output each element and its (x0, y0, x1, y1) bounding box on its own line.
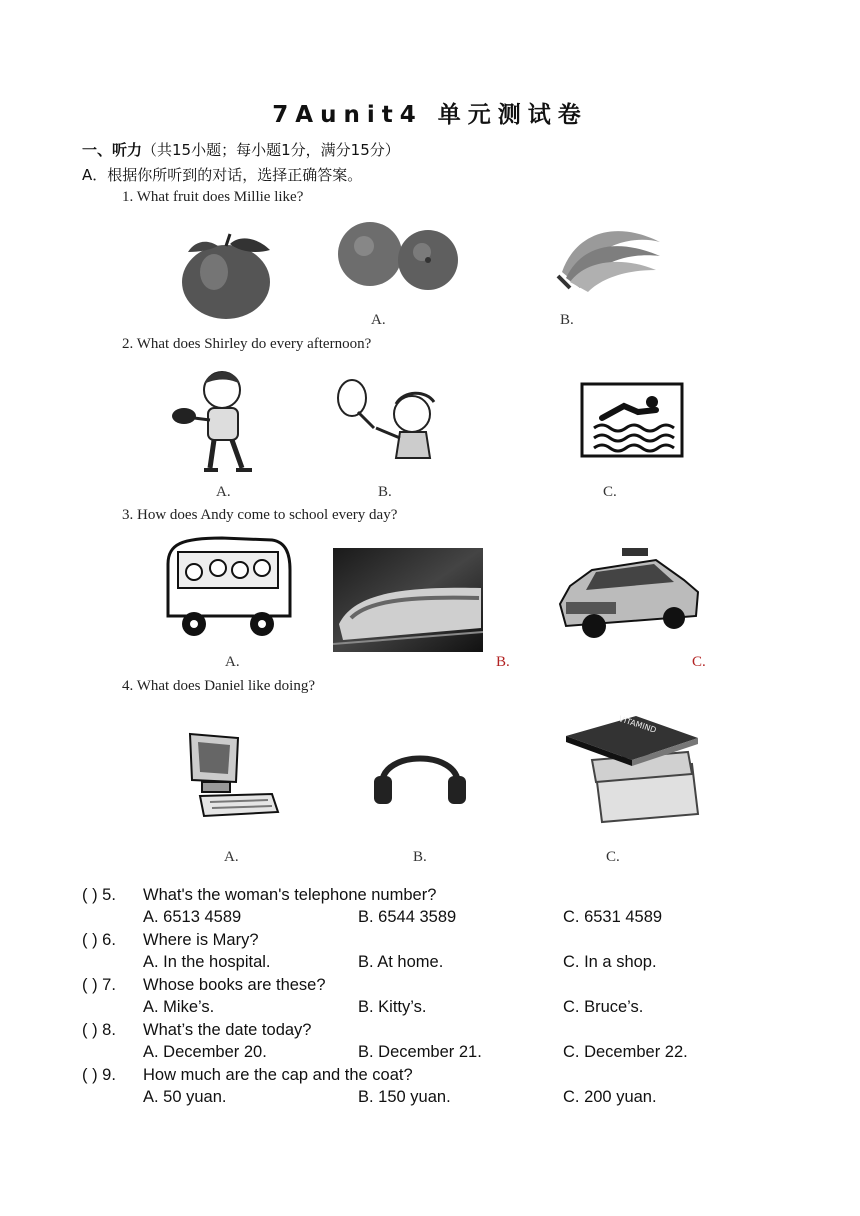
question-5-option-a: A. 6513 4589 (143, 908, 242, 926)
q1-label-b: B. (560, 312, 574, 328)
question-9-option-a: A. 50 yuan. (143, 1088, 227, 1106)
question-7 (82, 976, 116, 995)
book-cover-text: VITAMIND (617, 714, 658, 735)
q1-label-a: A. (371, 312, 386, 328)
section-note: （共15小题；每小题1分，满分15分） (142, 141, 400, 159)
oranges-image (336, 220, 462, 292)
q3-label-b: B. (496, 654, 510, 670)
section-heading (82, 139, 400, 160)
q4-label-b: B. (413, 849, 427, 865)
question-6-option-b: B. At home. (358, 953, 444, 971)
q2-label-c: C. (603, 484, 617, 500)
question-8-option-b: B. December 21. (358, 1043, 482, 1061)
question-7-text: Whose books are these? (143, 976, 326, 994)
question-7-option-a: A. Mike’s. (143, 998, 215, 1016)
section-label: 一、听力 (82, 141, 143, 159)
question-5-option-c: C. 6531 4589 (563, 908, 663, 926)
computer-image (180, 730, 280, 822)
question-8-option-a: A. December 20. (143, 1043, 267, 1061)
question-7-option-b: B. Kitty’s. (358, 998, 427, 1016)
q3-label-a: A. (225, 654, 240, 670)
question-5-text: What's the woman's telephone number? (143, 886, 437, 904)
question-number: ( ) 6. (82, 931, 116, 949)
question-6-text: Where is Mary? (143, 931, 259, 949)
ping-pong-player-image (170, 368, 270, 474)
question-9-option-c: C. 200 yuan. (563, 1088, 657, 1106)
part-a-instruction: A．根据你所听到的对话，选择正确答案。 (82, 166, 363, 184)
q4-label-a: A. (224, 849, 239, 865)
bananas-image (556, 212, 666, 294)
bus-image (162, 534, 294, 640)
question-6-option-c: C. In a shop. (563, 953, 657, 971)
question-9-option-b: B. 150 yuan. (358, 1088, 451, 1106)
question-9-text: How much are the cap and the coat? (143, 1066, 413, 1084)
question-number: ( ) 5. (82, 886, 116, 904)
question-5 (82, 886, 116, 905)
question-2-text: 2. What does Shirley do every afternoon? (122, 336, 372, 352)
question-4-text: 4. What does Daniel like doing? (122, 678, 316, 694)
tennis-player-image (330, 378, 460, 468)
train-image (333, 548, 483, 652)
question-1-text: 1. What fruit does Millie like? (122, 189, 304, 205)
taxi-image (556, 546, 704, 642)
question-6 (82, 931, 116, 950)
headphones-image (372, 740, 468, 806)
q2-label-b: B. (378, 484, 392, 500)
question-number: ( ) 9. (82, 1066, 116, 1084)
page-title: 7Aunit4 单元测试卷 (272, 102, 588, 128)
question-5-option-b: B. 6544 3589 (358, 908, 457, 926)
question-8 (82, 1021, 116, 1040)
question-6-option-a: A. In the hospital. (143, 953, 271, 971)
q4-label-c: C. (606, 849, 620, 865)
question-number: ( ) 8. (82, 1021, 116, 1039)
question-9 (82, 1066, 116, 1085)
question-8-option-c: C. December 22. (563, 1043, 688, 1061)
swimming-sign-image (580, 382, 684, 458)
question-7-option-c: C. Bruce’s. (563, 998, 644, 1016)
question-number: ( ) 7. (82, 976, 116, 994)
q3-label-c: C. (692, 654, 706, 670)
books-image (566, 714, 702, 824)
question-8-text: What’s the date today? (143, 1021, 312, 1039)
question-3-text: 3. How does Andy come to school every day? (122, 507, 398, 523)
q2-label-a: A. (216, 484, 231, 500)
apple-image (178, 232, 278, 322)
